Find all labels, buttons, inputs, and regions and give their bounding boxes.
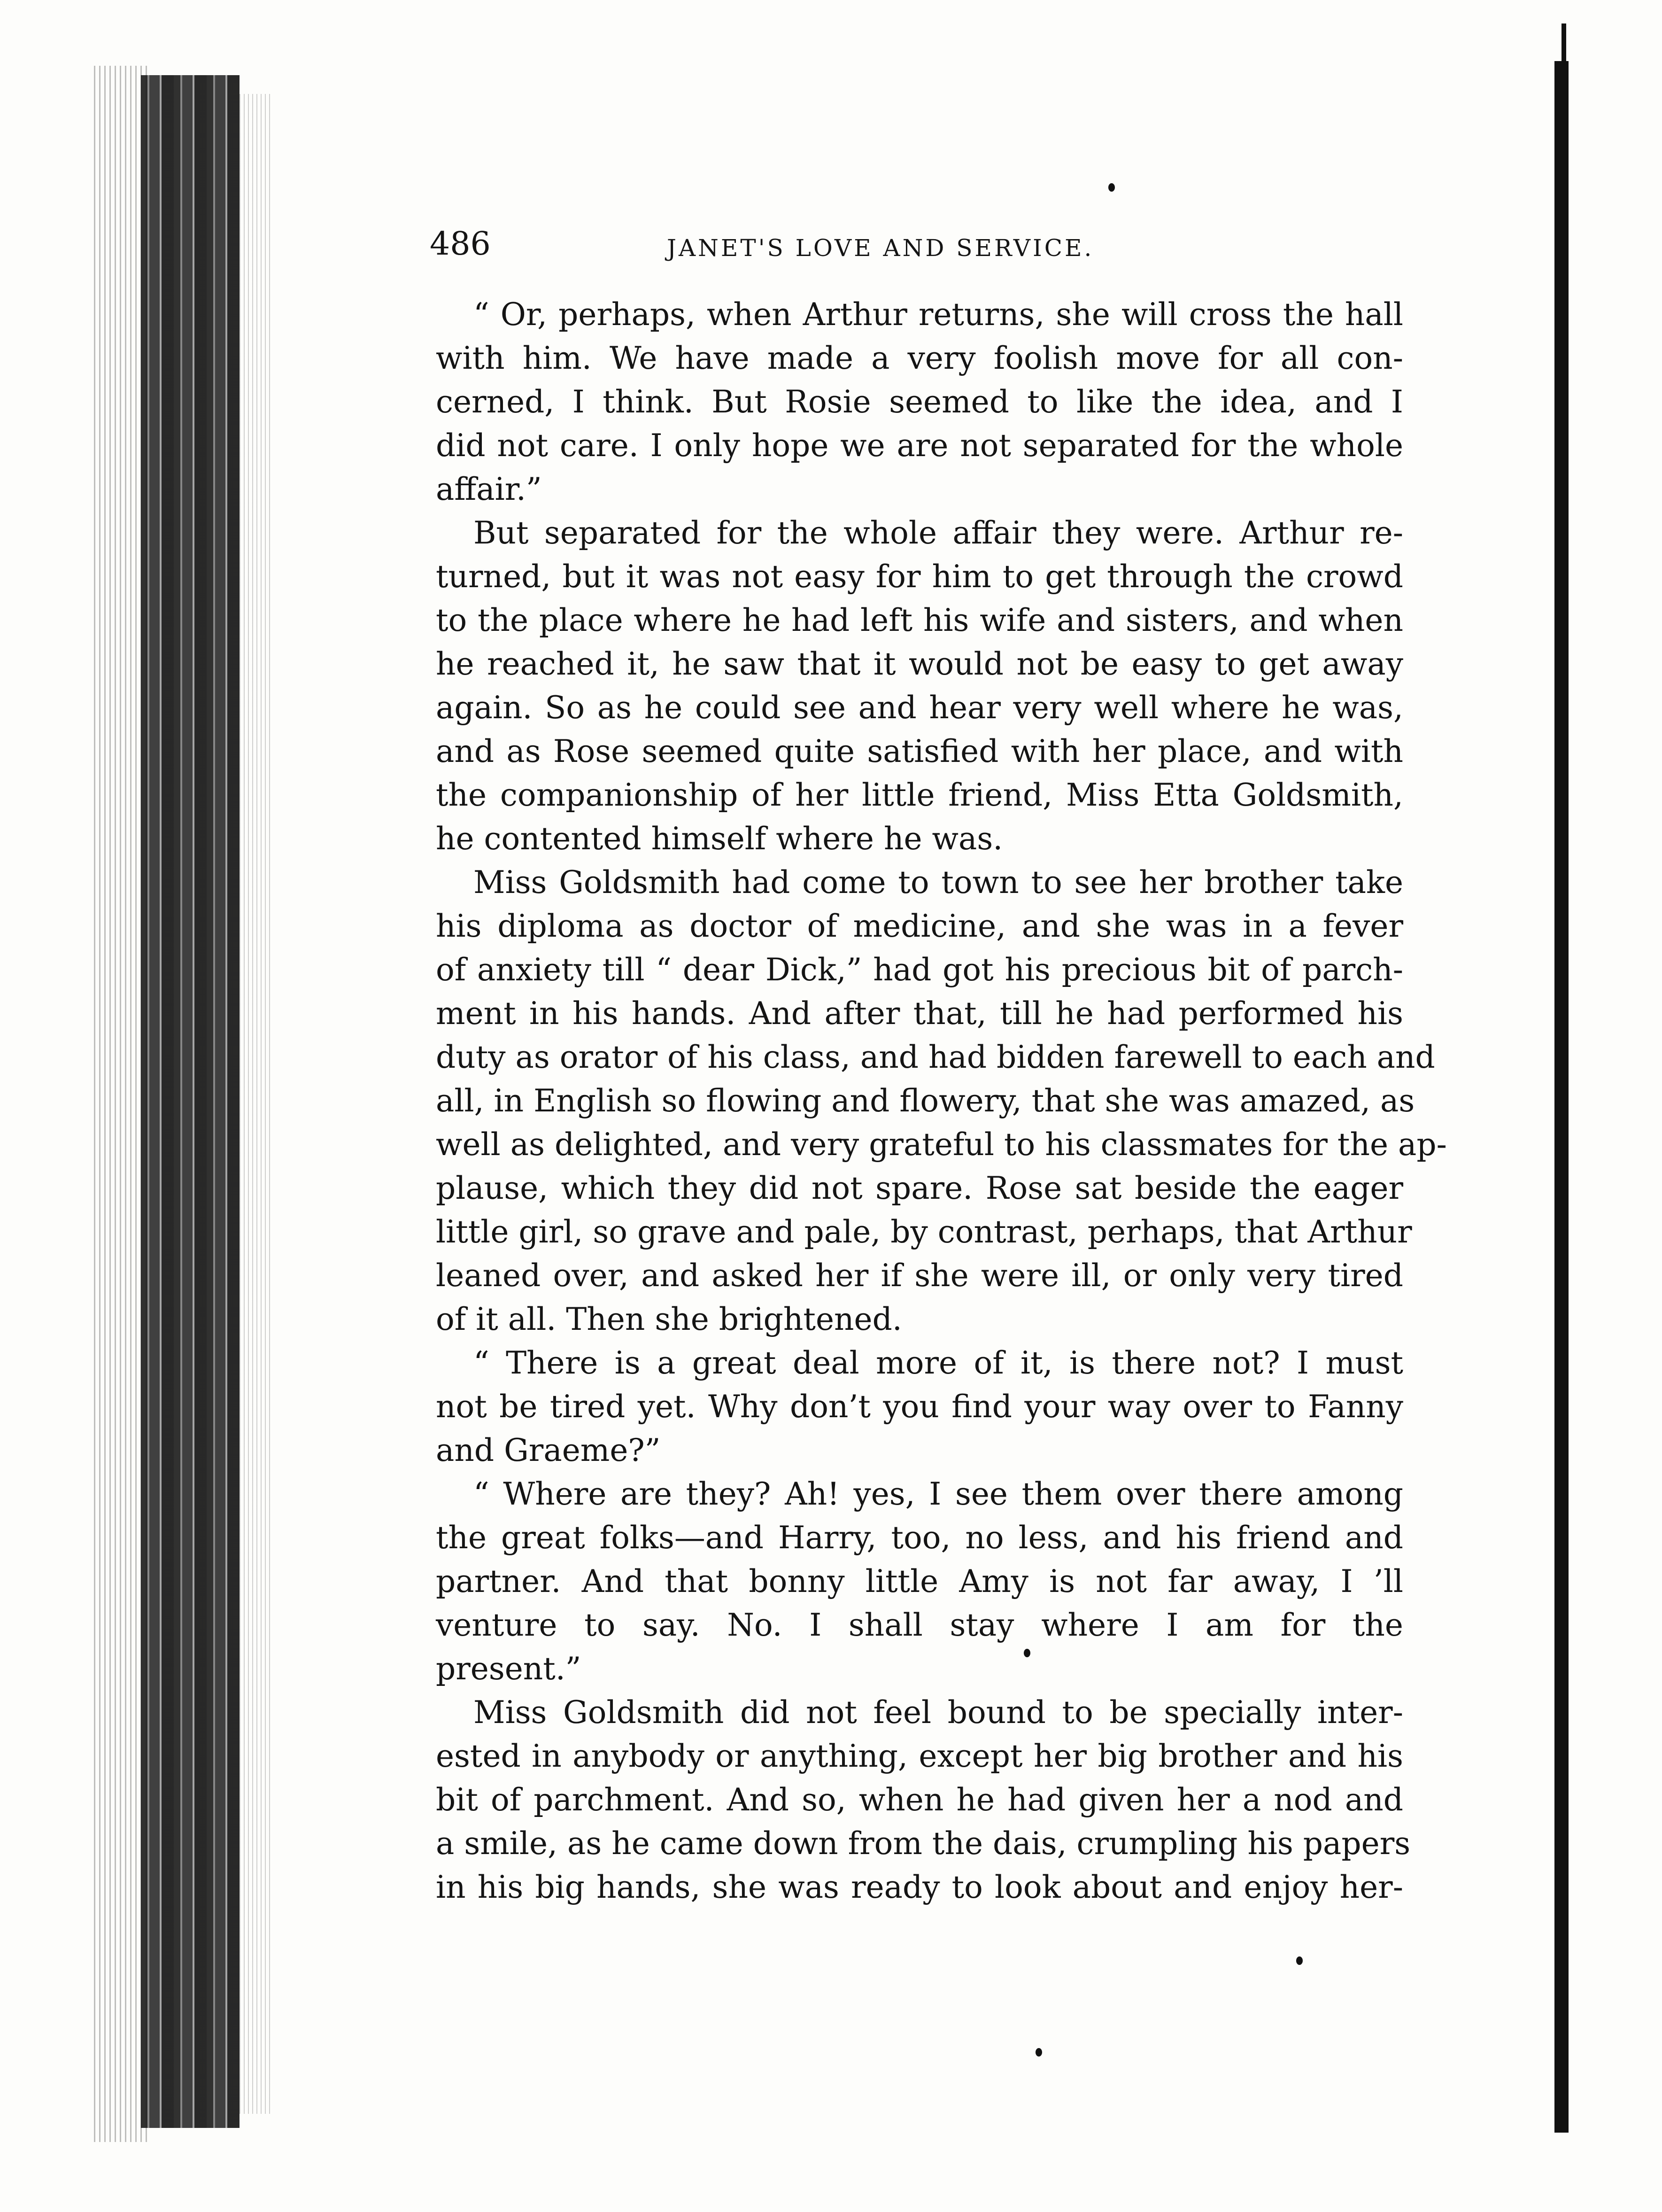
page-right-edge [1554,61,1569,2133]
text-line: Miss Goldsmith did not feel bound to be specially inter- [473,1694,1403,1731]
text-line: he contented himself where he was. [436,821,1003,857]
ink-speck [1108,183,1115,192]
text-line: duty as orator of his class, and had bidden farewell to each and [436,1039,1435,1075]
text-line: But separated for the whole affair they were. Arthur re- [473,515,1403,551]
text-line: not be tired yet. Why don’t you find your way over to Fanny [436,1389,1403,1425]
text-line: ested in anybody or anything, except her big brother and his [436,1738,1403,1774]
text-line: well as delighted, and very grateful to his classmates for the ap- [436,1126,1447,1163]
text-line: leaned over, and asked her if she were ill, or only very tired [436,1257,1403,1294]
text-line: in his big hands, she was ready to look about and enjoy her- [436,1869,1403,1905]
text-line: present.” [436,1651,581,1687]
text-line: the companionship of her little friend, Miss Etta Goldsmith, [436,777,1403,813]
text-line: Miss Goldsmith had come to town to see her brother take [473,864,1403,900]
text-line: “ There is a great deal more of it, is there not? I must [473,1345,1403,1381]
text-line: plause, which they did not spare. Rose sat beside the eager [436,1170,1403,1206]
text-line: his diploma as doctor of medicine, and she was in a fever [436,908,1403,944]
text-line: he reached it, he saw that it would not be easy to get away [436,646,1403,682]
ink-speck [1296,1956,1303,1965]
text-line: with him. We have made a very foolish move for all con- [436,340,1403,376]
text-line: and Graeme?” [436,1432,661,1468]
text-line: turned, but it was not easy for him to get through the crowd [436,559,1403,595]
text-line: “ Or, perhaps, when Arthur returns, she will cross the hall [473,296,1403,333]
text-line: bit of parchment. And so, when he had given her a nod and [436,1782,1403,1818]
text-line: all, in English so flowing and flowery, that she was amazed, as [436,1083,1415,1119]
text-line: venture to say. No. I shall stay where I am for the [436,1607,1403,1643]
text-line: did not care. I only hope we are not separated for the whole [436,427,1403,464]
text-line: of it all. Then she brightened. [436,1301,902,1337]
text-line: partner. And that bonny little Amy is not far away, I ’ll [436,1563,1403,1599]
text-line: again. So as he could see and hear very well where he was, [436,690,1403,726]
gutter-shadow-inner [240,94,272,2114]
text-line: “ Where are they? Ah! yes, I see them over there among [473,1476,1403,1512]
text-line: affair.” [436,471,542,507]
text-line: a smile, as he came down from the dais, crumpling his papers [436,1825,1411,1862]
running-title: JANET'S LOVE AND SERVICE. [667,234,1094,262]
text-line: cerned, I think. But Rosie seemed to like the idea, and I [436,384,1403,420]
page-number: 486 [430,225,491,263]
text-line: of anxiety till “ dear Dick,” had got his precious bit of parch- [436,952,1403,988]
body-text [436,293,1447,1909]
book-spine-gutter [141,75,240,2128]
text-line: the great folks—and Harry, too, no less, and his friend and [436,1520,1403,1556]
ink-speck [1024,1649,1030,1657]
text-line: and as Rose seemed quite satisfied with her place, and with [436,733,1403,769]
page-header [430,221,1416,272]
text-line: to the place where he had left his wife and sisters, and when [436,602,1403,638]
text-line: ment in his hands. And after that, till he had performed his [436,995,1403,1032]
ink-speck [1036,2048,1042,2057]
text-line: little girl, so grave and pale, by contrast, perhaps, that Arthur [436,1214,1412,1250]
